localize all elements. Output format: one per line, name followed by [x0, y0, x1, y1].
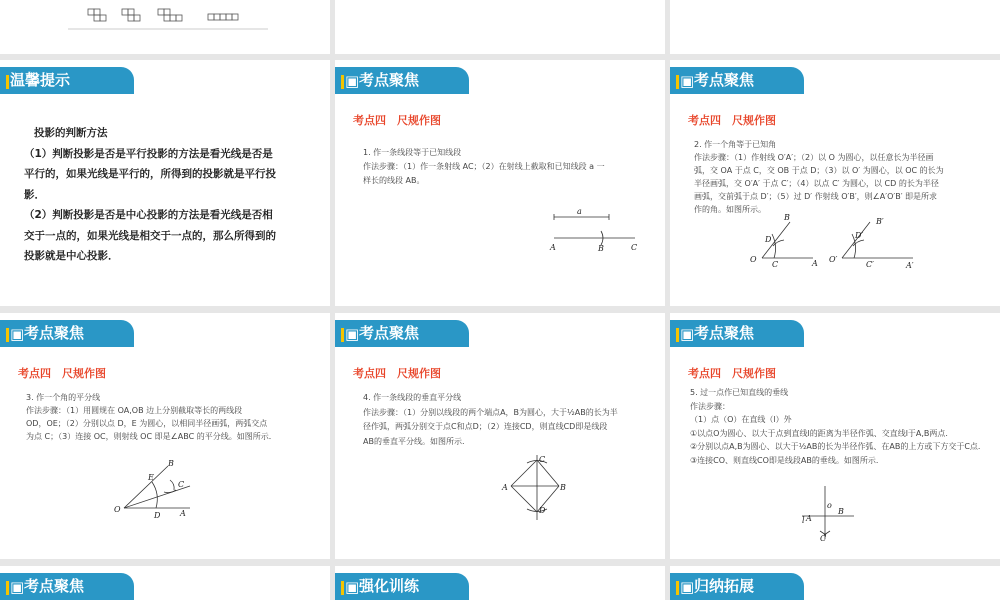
- label-B-prime: B′: [876, 217, 884, 226]
- slide-banner: ▣考点聚焦: [670, 320, 804, 347]
- label-a: a: [577, 207, 582, 216]
- slide-3[interactable]: [670, 0, 1000, 54]
- slide-6[interactable]: [670, 60, 1000, 306]
- label-E: E: [148, 473, 154, 482]
- book-icon: ▣: [680, 325, 695, 343]
- slide-2[interactable]: [335, 0, 665, 54]
- slide-banner: ▣考点聚焦: [335, 67, 469, 94]
- label-B: B: [168, 459, 174, 468]
- construction-steps: 5. 过一点作已知直线的垂线 作法步骤： （1）点（O）在直线（l）外 ①以点O为圆心、以大于点到直线l的距离为半径作弧、交直线l于A,B两点. ②分别以点A,B为圆心、以大于½AB的长为半径作弧、在AB的上方或下方交于C点. ③连接CO、则直线CO即是线段AB的垂线。如图所示.: [690, 388, 981, 465]
- label-A: A: [550, 243, 556, 252]
- slide-banner: ▣归纳拓展: [670, 573, 804, 600]
- perpendicular-line-figure: [798, 483, 858, 543]
- label-A: A: [806, 514, 812, 523]
- label-C: C: [772, 260, 779, 269]
- label-A: A: [502, 483, 508, 492]
- segment-figure: [547, 207, 647, 255]
- book-icon: ▣: [680, 578, 695, 596]
- label-D: D: [154, 511, 161, 520]
- accent-bar: [6, 75, 9, 89]
- section-title: 考点四 尺规作图: [18, 367, 106, 380]
- construction-steps: 3. 作一个角的平分线 作法步骤：（1）用圆规在 OA,OB 边上分别截取等长的两线段 OD，OE；（2）分别以点 D，E 为圆心，以相同半径画弧，两弧交点 为点 C；（3）连接 OC，则射线 OC 即是∠ABC 的平分线。如图所示．: [26, 393, 277, 441]
- section-title: 考点四 尺规作图: [353, 367, 441, 380]
- construction-steps: 2. 作一个角等于已知角 作法步骤：（1）作射线 O′A′；（2）以 O 为圆心，以任意长为半径画 弧，交 OA 于点 C，交 OB 于点 D；（3）以 O′ 为圆心，以 OC 的长为 半径画弧，交 O′A′ 于点 C′；（4）以点 C′ 为圆心，以 CD 的长为半径 画弧，交前弧于点 D′；（5）过 D′ 作射线 O′B′，则∠A′O′B′ 即是所求 作的角。如图所示。: [694, 140, 944, 214]
- slide-8[interactable]: [335, 313, 665, 559]
- slide-7[interactable]: [0, 313, 330, 559]
- book-icon: ▣: [345, 72, 360, 90]
- book-icon: ▣: [10, 578, 25, 596]
- accent-bar: [676, 75, 679, 89]
- slide-11[interactable]: [335, 566, 665, 600]
- label-D: D: [765, 235, 772, 244]
- slide-12[interactable]: [670, 566, 1000, 600]
- slide-1[interactable]: [0, 0, 330, 54]
- accent-bar: [341, 581, 344, 595]
- book-icon: ▣: [10, 325, 25, 343]
- slide-5[interactable]: [335, 60, 665, 306]
- section-title: 考点四 尺规作图: [688, 114, 776, 127]
- label-C: C: [539, 455, 546, 464]
- book-icon: ▣: [680, 72, 695, 90]
- label-D-prime: D′: [855, 231, 864, 240]
- label-B: B: [560, 483, 566, 492]
- slide-banner: 温馨提示: [0, 67, 134, 94]
- slide-4[interactable]: [0, 60, 330, 306]
- slide-9[interactable]: [670, 313, 1000, 559]
- label-D: D: [539, 506, 546, 515]
- label-C: C: [631, 243, 638, 252]
- angle-bisector-figure: [112, 456, 197, 521]
- accent-bar: [676, 581, 679, 595]
- label-B: B: [838, 507, 844, 516]
- slide-banner: ▣考点聚焦: [0, 573, 134, 600]
- construction-steps: 4. 作一条线段的垂直平分线 作法步骤：（1）分别以线段的两个端点A，B为圆心，大于½AB的长为半 径作弧，两弧分别交于点C和点D；（2）连接CD，则直线CD即是线段 AB的垂直平分线。如图所示.: [363, 393, 618, 446]
- label-A-prime: A′: [906, 261, 914, 270]
- tip-text: 投影的判断方法 （1）判断投影是否是平行投影的方法是看光线是否是 平行的，如果光线是平行的，所得到的投影就是平行投 影． （2）判断投影是否是中心投影的方法是看光线是否相 交于一点的，如果光线是相交于一点的，那么所得到的 投影就是中心投影．: [24, 127, 276, 262]
- perpendicular-bisector-figure: [497, 450, 577, 525]
- slide-banner: ▣考点聚焦: [670, 67, 804, 94]
- slide-banner: ▣强化训练: [335, 573, 469, 600]
- section-title: 考点四 尺规作图: [353, 114, 441, 127]
- angle-copy-figure: [748, 208, 923, 270]
- label-B: B: [598, 244, 604, 253]
- label-O: O: [750, 255, 757, 264]
- label-B: B: [784, 213, 790, 222]
- projection-figures: [68, 4, 268, 32]
- slide-banner: ▣考点聚焦: [335, 320, 469, 347]
- label-A: A: [812, 259, 818, 268]
- book-icon: ▣: [345, 325, 360, 343]
- accent-bar: [676, 328, 679, 342]
- label-o: o: [827, 501, 832, 510]
- slide-10[interactable]: [0, 566, 330, 600]
- label-C: C: [178, 480, 185, 489]
- label-l: l: [802, 516, 805, 525]
- label-C: C: [820, 534, 827, 543]
- label-C-prime: C′: [866, 260, 874, 269]
- book-icon: ▣: [345, 578, 360, 596]
- label-O-prime: O′: [829, 255, 838, 264]
- accent-bar: [6, 581, 9, 595]
- label-O: O: [114, 505, 121, 514]
- section-title: 考点四 尺规作图: [688, 367, 776, 380]
- accent-bar: [6, 328, 9, 342]
- accent-bar: [341, 328, 344, 342]
- construction-steps: 1. 作一条线段等于已知线段 作法步骤：（1）作一条射线 AC；（2）在射线上截取和已知线段 a 一 样长的线段 AB。: [363, 148, 605, 185]
- accent-bar: [341, 75, 344, 89]
- label-A: A: [180, 509, 186, 518]
- slide-banner: ▣考点聚焦: [0, 320, 134, 347]
